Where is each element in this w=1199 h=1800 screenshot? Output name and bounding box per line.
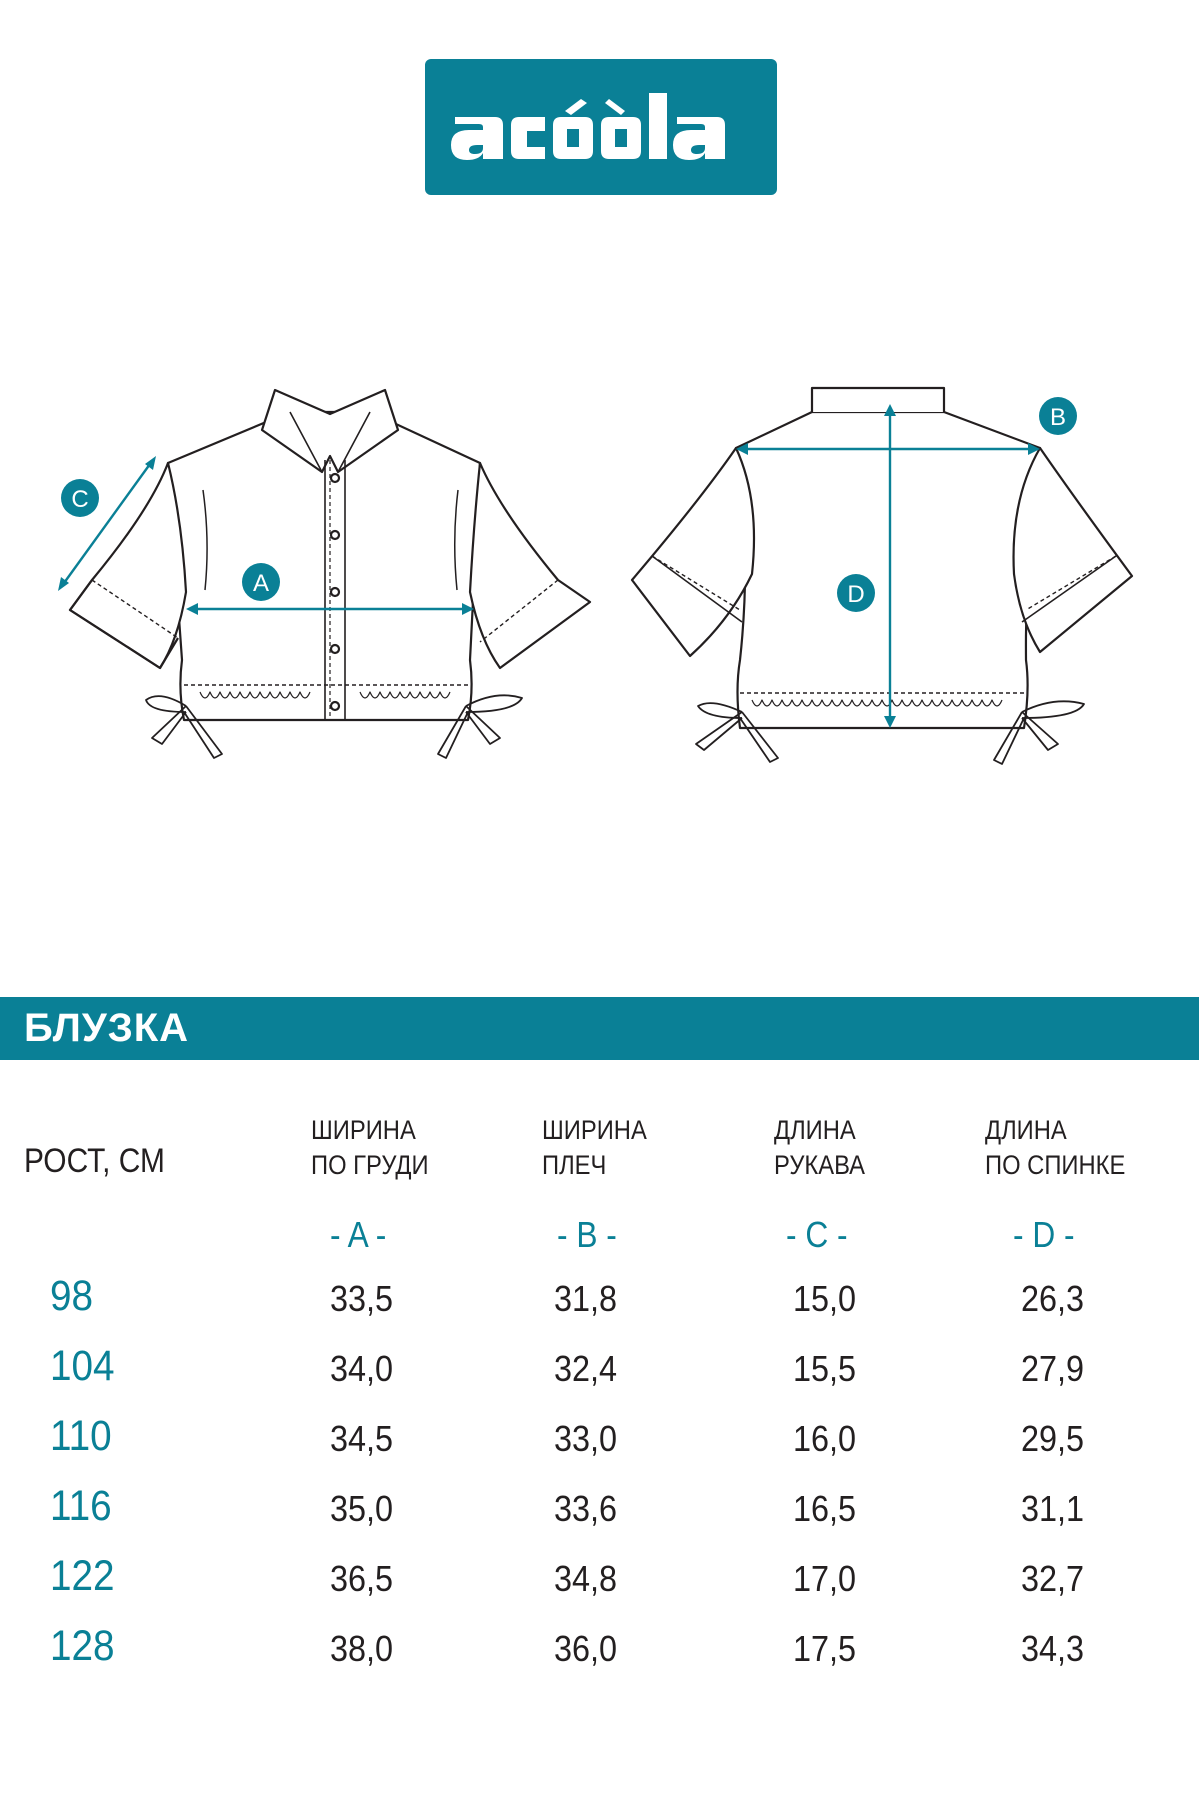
cell-sleeve-length: 17,0: [793, 1558, 857, 1599]
column-header-sleeve-length: [774, 1113, 865, 1183]
cell-shoulder-width: 33,0: [554, 1418, 618, 1459]
header-line1: ДЛИНА: [985, 1115, 1067, 1145]
row-height: 128: [50, 1622, 115, 1670]
garment-technical-drawings: [0, 360, 1199, 820]
row-height: 122: [50, 1552, 115, 1600]
cell-back-length: 27,9: [1021, 1348, 1085, 1389]
svg-text:D: D: [847, 581, 865, 608]
table-row: [0, 1272, 1199, 1332]
row-height: 104: [50, 1342, 115, 1390]
cell-chest-width: 38,0: [330, 1628, 394, 1669]
column-letter-b: - B -: [557, 1214, 617, 1255]
cell-chest-width: 35,0: [330, 1488, 394, 1529]
cell-back-length: 31,1: [1021, 1488, 1085, 1529]
row-height: 116: [50, 1482, 112, 1530]
cell-sleeve-length: 17,5: [793, 1628, 857, 1669]
column-header-chest-width: [311, 1113, 429, 1183]
row-height: 98: [50, 1272, 94, 1320]
cell-back-length: 29,5: [1021, 1418, 1085, 1459]
table-row: [0, 1482, 1199, 1542]
table-row: [0, 1412, 1199, 1472]
cell-sleeve-length: 16,0: [793, 1418, 857, 1459]
cell-shoulder-width: 33,6: [554, 1488, 618, 1529]
table-row: [0, 1342, 1199, 1402]
header-line2: ПО СПИНКЕ: [985, 1150, 1126, 1180]
cell-chest-width: 34,5: [330, 1418, 394, 1459]
cell-chest-width: 33,5: [330, 1278, 394, 1319]
header-line2: ПЛЕЧ: [542, 1150, 607, 1180]
cell-shoulder-width: 31,8: [554, 1278, 618, 1319]
cell-shoulder-width: 34,8: [554, 1558, 618, 1599]
header-line2: РУКАВА: [774, 1150, 866, 1180]
cell-back-length: 32,7: [1021, 1558, 1085, 1599]
cell-shoulder-width: 32,4: [554, 1348, 618, 1389]
column-letter-d: - D -: [1013, 1214, 1075, 1255]
column-letter-c: - C -: [786, 1214, 848, 1255]
table-row: [0, 1552, 1199, 1612]
cell-chest-width: 36,5: [330, 1558, 394, 1599]
table-row: [0, 1622, 1199, 1682]
cell-back-length: 26,3: [1021, 1278, 1085, 1319]
marker-c: [61, 479, 99, 517]
marker-b: [1039, 397, 1077, 435]
cell-shoulder-width: 36,0: [554, 1628, 618, 1669]
svg-text:A: A: [252, 570, 270, 597]
cell-back-length: 34,3: [1021, 1628, 1085, 1669]
brand-logo: [425, 59, 777, 195]
svg-text:B: B: [1049, 404, 1067, 431]
marker-d: [837, 574, 875, 612]
header-line1: ШИРИНА: [311, 1115, 416, 1145]
column-header-shoulder-width: [542, 1113, 647, 1183]
row-height: 110: [50, 1412, 112, 1460]
header-line2: ПО ГРУДИ: [311, 1150, 429, 1180]
blouse-back-drawing: [632, 388, 1132, 764]
column-letter-a: - A -: [330, 1214, 387, 1255]
acoola-logo-mark: [425, 59, 777, 195]
cell-sleeve-length: 15,0: [793, 1278, 857, 1319]
column-header-back-length: [985, 1113, 1125, 1183]
product-title: БЛУЗКА: [24, 1006, 190, 1050]
cell-sleeve-length: 15,5: [793, 1348, 857, 1389]
svg-text:C: C: [71, 486, 89, 513]
cell-chest-width: 34,0: [330, 1348, 394, 1389]
header-line1: ШИРИНА: [542, 1115, 647, 1145]
cell-sleeve-length: 16,5: [793, 1488, 857, 1529]
header-line1: ДЛИНА: [774, 1115, 856, 1145]
product-title-bar: [0, 997, 1199, 1060]
blouse-front-drawing: [70, 390, 590, 758]
height-column-header: РОСТ, СМ: [24, 1142, 165, 1180]
marker-a: [242, 563, 280, 601]
